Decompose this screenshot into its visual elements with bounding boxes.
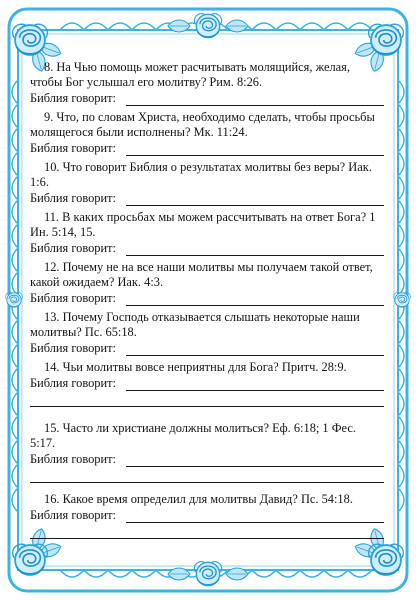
question-text: 8. На Чью помощь может расчитывать молящийся, желая, чтобы Бог услышал его молитву? Рим. 8:26. (30, 60, 350, 89)
question-text: 16. Какое время определил для молитвы Давид? Пс. 54:18. (44, 492, 353, 506)
question-text: 15. Часто ли христиане должны молиться? Еф. 6:18; 1 Фес. 5:17. (30, 421, 356, 450)
question-10 (30, 160, 384, 206)
question-text: 14. Чьи молитвы вовсе неприятны для Бога? Притч. 28:9. (44, 360, 347, 374)
question-12 (30, 260, 384, 306)
question-text: 9. Что, по словам Христа, необходимо сделать, чтобы просьбы молящегося были исполнены? Мк. 11:24. (30, 110, 375, 139)
answer-line[interactable] (126, 244, 384, 256)
answer-label: Библия говорит: (30, 341, 116, 355)
answer-line[interactable] (126, 455, 384, 467)
answer-extra-line[interactable] (30, 467, 384, 483)
answer-extra-line[interactable] (30, 523, 384, 539)
question-text: 13. Почему Господь отказывается слышать некоторые наши молитвы? Пс. 65:18. (30, 310, 360, 339)
question-9 (30, 110, 384, 156)
question-16 (30, 492, 384, 539)
answer-label: Библия говорит: (30, 376, 116, 390)
answer-line[interactable] (126, 94, 384, 106)
answer-row (30, 90, 384, 106)
answer-row (30, 451, 384, 467)
answer-row (30, 290, 384, 306)
answer-line[interactable] (126, 144, 384, 156)
question-13 (30, 310, 384, 356)
answer-label: Библия говорит: (30, 291, 116, 305)
answer-label: Библия говорит: (30, 241, 116, 255)
answer-label: Библия говорит: (30, 191, 116, 205)
question-8 (30, 60, 384, 106)
answer-label: Библия говорит: (30, 141, 116, 155)
answer-line[interactable] (126, 194, 384, 206)
answer-line[interactable] (126, 294, 384, 306)
questionnaire (30, 60, 384, 544)
answer-extra-line[interactable] (30, 391, 384, 407)
question-text: 10. Что говорит Библия о результатах молитвы без веры? Иак. 1:6. (30, 160, 372, 189)
answer-row (30, 190, 384, 206)
answer-label: Библия говорит: (30, 91, 116, 105)
answer-line[interactable] (126, 344, 384, 356)
answer-row (30, 240, 384, 256)
question-14 (30, 360, 384, 407)
question-15 (30, 421, 384, 483)
answer-label: Библия говорит: (30, 452, 116, 466)
answer-row (30, 140, 384, 156)
answer-row (30, 375, 384, 391)
answer-line[interactable] (126, 379, 384, 391)
question-text: 11. В каких просьбах мы можем рассчитывать на ответ Бога? 1 Ин. 5:14, 15. (30, 210, 376, 239)
question-11 (30, 210, 384, 256)
answer-label: Библия говорит: (30, 508, 116, 522)
answer-row (30, 507, 384, 523)
question-text: 12. Почему не на все наши молитвы мы получаем такой ответ, какой ожидаем? Иак. 4:3. (30, 260, 373, 289)
answer-line[interactable] (126, 511, 384, 523)
answer-row (30, 340, 384, 356)
